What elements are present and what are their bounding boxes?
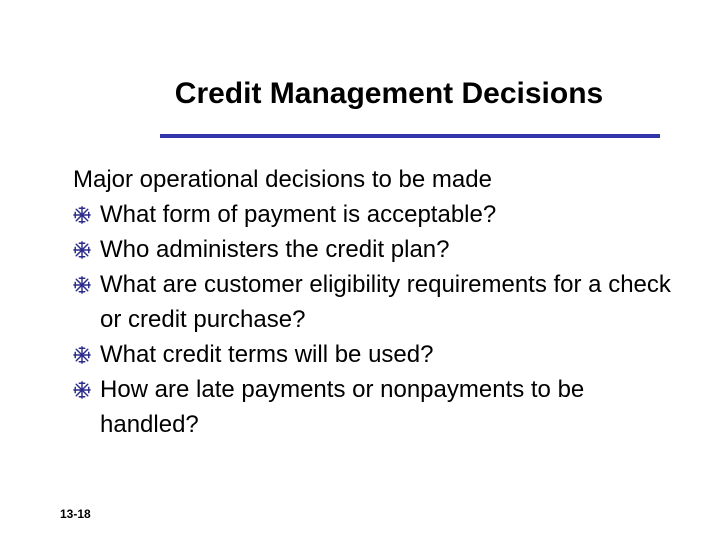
bullet-text: What credit terms will be used?	[100, 341, 434, 368]
lead-text: Major operational decisions to be made	[73, 166, 492, 193]
asterisk-snowflake-icon	[73, 206, 91, 224]
slide-title: Credit Management Decisions	[174, 77, 604, 110]
bullet-text: How are late payments or nonpayments to be handled?	[100, 376, 585, 438]
bullet-item	[73, 372, 673, 442]
bullet-list	[73, 197, 673, 442]
asterisk-snowflake-icon	[73, 381, 91, 399]
bullet-text: Who administers the credit plan?	[100, 236, 450, 263]
bullet-text: What are customer eligibility requirements for a check or credit purchase?	[100, 271, 671, 333]
bullet-item	[73, 232, 673, 267]
bullet-item	[73, 197, 673, 232]
asterisk-snowflake-icon	[73, 346, 91, 364]
bullet-text: What form of payment is acceptable?	[100, 201, 497, 228]
bullet-item	[73, 337, 673, 372]
bullet-item	[73, 267, 673, 337]
slide-number: 13-18	[60, 507, 91, 521]
title-underline	[160, 134, 660, 138]
asterisk-snowflake-icon	[73, 276, 91, 294]
slide-body	[73, 162, 673, 442]
asterisk-snowflake-icon	[73, 241, 91, 259]
